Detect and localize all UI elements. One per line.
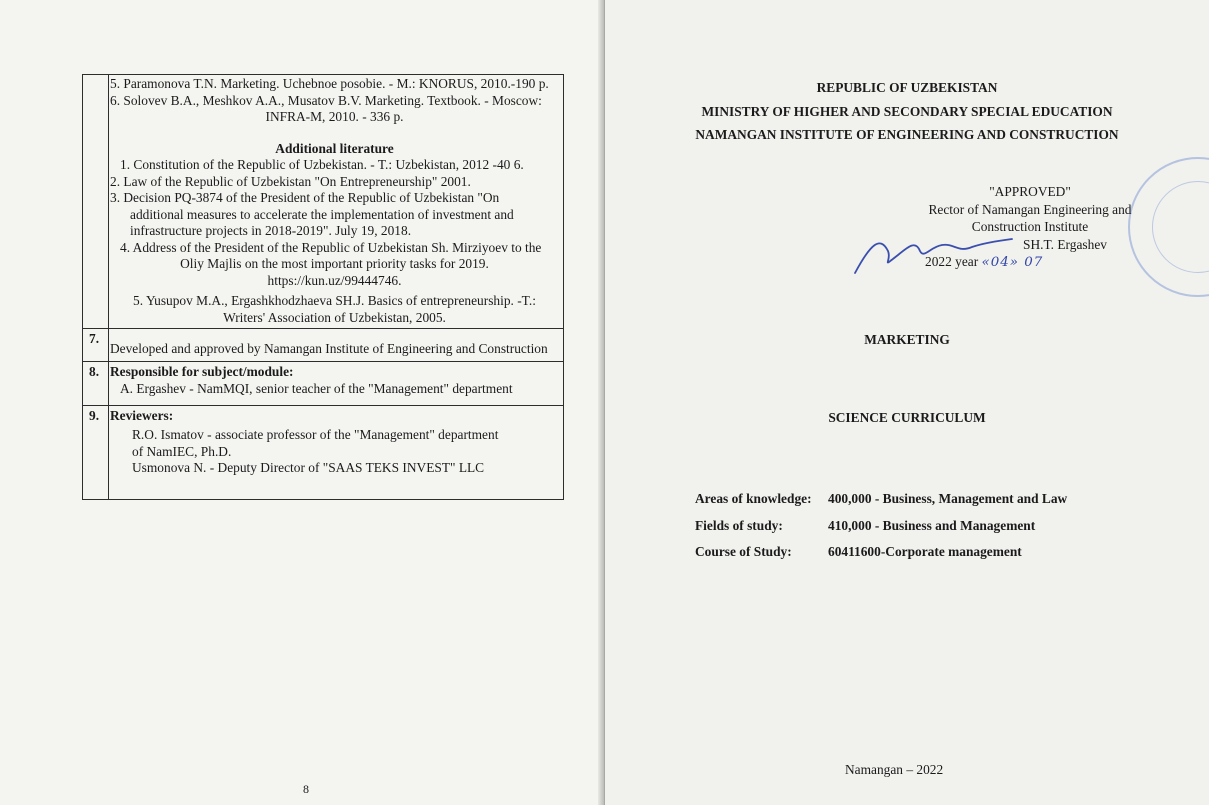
approval-block	[905, 183, 1155, 272]
reviewers-title: Reviewers:	[110, 408, 174, 423]
reviewers-list	[110, 427, 559, 477]
institute-header: NAMANGAN INSTITUTE OF ENGINEERING AND CONSTRUCTION	[695, 127, 1119, 142]
page-number: 8	[303, 782, 309, 796]
meta-fields-of-study	[695, 518, 1036, 534]
additional-literature-list	[110, 157, 559, 326]
rector-title: Rector of Namangan Engineering and	[928, 201, 1132, 217]
approved-label: "APPROVED"	[989, 184, 1071, 199]
reviewer-line: R.O. Ismatov - associate professor of the "Management" department	[132, 427, 499, 442]
ministry-header: MINISTRY OF HIGHER AND SECONDARY SPECIAL EDUCATION	[701, 104, 1113, 119]
meta-label: Fields of study:	[695, 518, 783, 533]
responsible-text: A. Ergashev - NamMQI, senior teacher of the "Management" department	[120, 381, 513, 396]
rector-name: SH.T. Ergashev	[1023, 236, 1107, 252]
responsible-title: Responsible for subject/module:	[110, 364, 294, 379]
literature-item: 2. Law of the Republic of Uzbekistan "On Entrepreneurship" 2001.	[110, 173, 471, 189]
row-divider	[83, 361, 563, 362]
rector-title-cont: Construction Institute	[971, 219, 1089, 234]
row-number: 9.	[89, 408, 100, 423]
country-header: REPUBLIC OF UZBEKISTAN	[816, 80, 998, 95]
literature-item: 3. Decision PQ-3874 of the President of the Republic of Uzbekistan "On	[110, 190, 500, 205]
reviewer-line: of NamIEC, Ph.D.	[132, 443, 232, 459]
literature-item: infrastructure projects in 2018-2019". July 19, 2018.	[130, 223, 412, 238]
meta-value: 60411600-Corporate management	[828, 544, 1022, 559]
literature-item: INFRA-M, 2010. - 336 p.	[265, 109, 404, 124]
literature-item: 5. Yusupov M.A., Ergashkhodzhaeva SH.J. Basics of entrepreneurship. -T.:	[133, 293, 536, 308]
literature-item: Writers' Association of Uzbekistan, 2005.	[223, 309, 446, 325]
date-value: «04» 07	[981, 255, 1044, 270]
literature-item: 1. Constitution of the Republic of Uzbekistan. - T.: Uzbekistan, 2012 -40 6.	[120, 157, 524, 172]
meta-areas-of-knowledge	[695, 491, 1068, 507]
row-number: 8.	[89, 364, 100, 379]
meta-course-of-study	[695, 544, 1022, 560]
date-prefix: 2022 year	[925, 254, 979, 269]
meta-value: 400,000 - Business, Management and Law	[828, 491, 1068, 506]
subject-title: MARKETING	[864, 332, 950, 347]
curriculum-table	[82, 74, 564, 500]
meta-label: Areas of knowledge:	[695, 491, 812, 506]
approval-date	[905, 253, 1155, 272]
row-divider	[83, 328, 563, 329]
literature-item: additional measures to accelerate the implementation of investment and	[130, 206, 514, 222]
main-literature-list	[110, 76, 559, 126]
literature-item: 5. Paramonova T.N. Marketing. Uchebnoe posobie. - M.: KNORUS, 2010.-190 p.	[110, 76, 549, 91]
literature-item: Oliy Majlis on the most important priority tasks for 2019.	[180, 256, 489, 271]
additional-literature-title: Additional literature	[275, 141, 394, 156]
literature-item: 4. Address of the President of the Republic of Uzbekistan Sh. Mirziyoev to the	[120, 239, 542, 255]
reviewer-line: Usmonova N. - Deputy Director of "SAAS TEKS INVEST" LLC	[132, 460, 485, 475]
row-divider	[83, 405, 563, 406]
document-type: SCIENCE CURRICULUM	[828, 410, 986, 425]
developed-by-text: Developed and approved by Namangan Institute of Engineering and Construction	[110, 341, 548, 356]
row-number: 7.	[89, 331, 100, 346]
literature-item: https://kun.uz/99444746.	[267, 272, 402, 288]
footer-place-year: Namangan – 2022	[845, 762, 944, 777]
meta-value: 410,000 - Business and Management	[828, 518, 1036, 533]
right-page	[605, 0, 1209, 805]
meta-label: Course of Study:	[695, 544, 792, 559]
literature-item: 6. Solovev B.A., Meshkov A.A., Musatov B.V. Marketing. Textbook. - Moscow:	[110, 92, 542, 108]
number-column-divider	[108, 75, 109, 499]
